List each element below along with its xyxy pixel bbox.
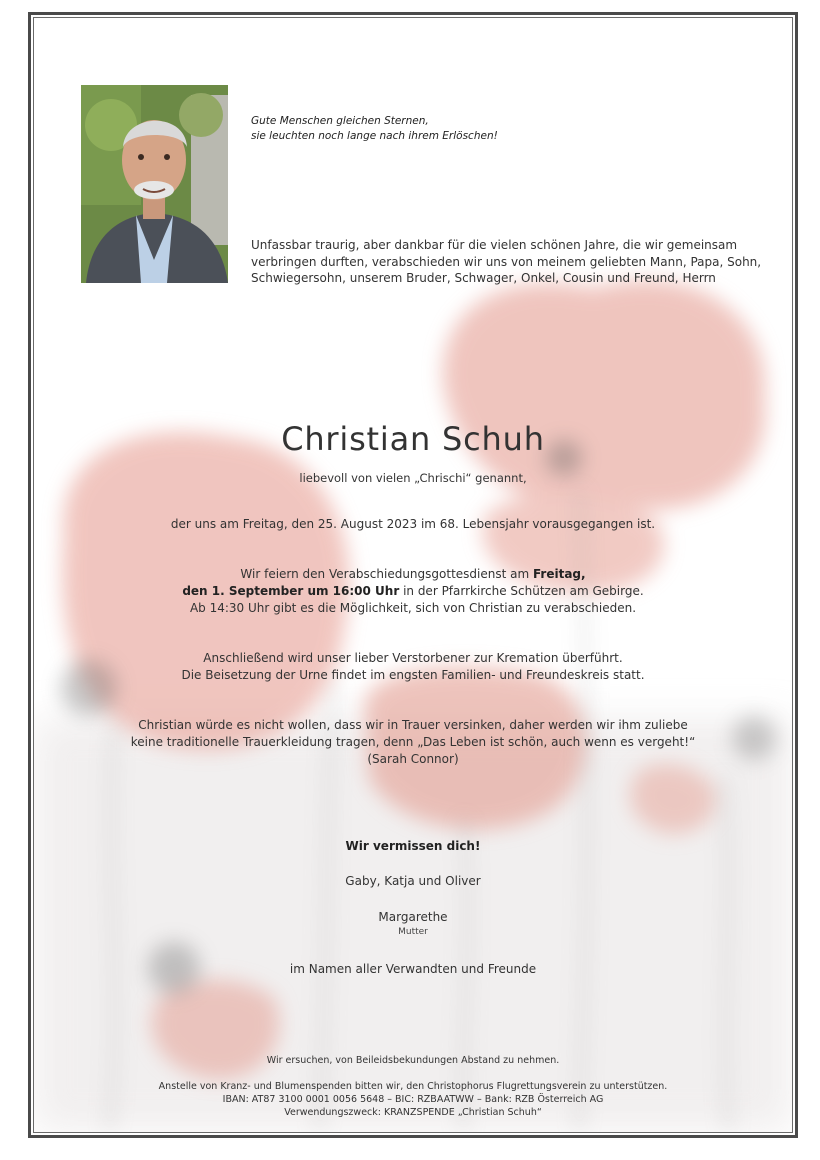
service-date-time: den 1. September um 16:00 Uhr bbox=[182, 584, 400, 598]
condolence-note: Wir ersuchen, von Beileidsbekundungen Abstand zu nehmen. bbox=[266, 1055, 560, 1066]
intro-paragraph bbox=[251, 237, 771, 287]
mourners-family: Gaby, Katja und Oliver bbox=[345, 874, 481, 888]
service-line-2 bbox=[34, 583, 792, 600]
intro-line-2: verbringen durften, verabschieden wir uns von meinem geliebten Mann, Papa, Sohn, bbox=[251, 254, 762, 269]
wish-line-1: Christian würde es nicht wollen, dass wir in Trauer versinken, daher werden wir ihm zuliebe bbox=[138, 718, 688, 732]
bank-details: IBAN: AT87 3100 0001 0056 5648 – BIC: RZBAATWW – Bank: RZB Österreich AG bbox=[222, 1094, 604, 1105]
dress-wish bbox=[34, 717, 792, 768]
poppy-stem-5 bbox=[724, 778, 729, 1132]
deceased-name: Christian Schuh bbox=[281, 420, 545, 458]
wish-line-2: keine traditionelle Trauerkleidung tragen, denn „Das Leben ist schön, auch wenn es vergeht!“ bbox=[130, 735, 696, 749]
mourners-heading: Wir vermissen dich! bbox=[345, 839, 481, 853]
intro-line-1: Unfassbar traurig, aber dankbar für die vielen schönen Jahre, die wir gemeinsam bbox=[251, 238, 738, 252]
donation-notice bbox=[34, 1080, 792, 1119]
quote-line-2: sie leuchten noch lange nach ihrem Erlöschen! bbox=[251, 130, 498, 142]
obituary-inner-border bbox=[33, 17, 793, 1133]
wish-line-3: (Sarah Connor) bbox=[367, 752, 459, 766]
mourners-mother-role: Mutter bbox=[398, 927, 428, 937]
service-line-3: Ab 14:30 Uhr gibt es die Möglichkeit, sich von Christian zu verabschieden. bbox=[189, 601, 637, 615]
service-line-1-text: Wir feiern den Verabschiedungsgottesdienst am bbox=[240, 567, 533, 581]
burial-line-1: Anschließend wird unser lieber Verstorbener zur Kremation überführt. bbox=[203, 651, 623, 665]
obituary-frame bbox=[28, 12, 798, 1138]
portrait-photo bbox=[81, 85, 228, 283]
service-details bbox=[34, 566, 792, 617]
burial-line-2: Die Beisetzung der Urne findet im engsten Familien- und Freundeskreis statt. bbox=[181, 668, 645, 682]
deceased-nickname: liebevoll von vielen „Chrischi“ genannt, bbox=[299, 471, 527, 485]
memorial-quote bbox=[251, 114, 731, 144]
quote-line-1: Gute Menschen gleichen Sternen, bbox=[251, 115, 429, 127]
donation-line: Anstelle von Kranz- und Blumenspenden bitten wir, den Christophorus Flugrettungsverein zu unterstützen. bbox=[158, 1081, 668, 1092]
mourners-others: im Namen aller Verwandten und Freunde bbox=[289, 962, 537, 976]
intro-line-3: Schwiegersohn, unserem Bruder, Schwager, Onkel, Cousin und Freund, Herrn bbox=[251, 271, 716, 285]
burial-details bbox=[34, 650, 792, 684]
mourners-mother-name: Margarethe bbox=[378, 910, 448, 924]
death-notice: der uns am Freitag, den 25. August 2023 im 68. Lebensjahr vorausgegangen ist. bbox=[170, 517, 656, 531]
service-line-1 bbox=[34, 566, 792, 583]
donation-purpose: Verwendungszweck: KRANZSPENDE „Christian Schuh“ bbox=[284, 1107, 542, 1118]
service-day: Freitag, bbox=[532, 567, 586, 581]
service-location: in der Pfarrkirche Schützen am Gebirge. bbox=[399, 584, 644, 598]
